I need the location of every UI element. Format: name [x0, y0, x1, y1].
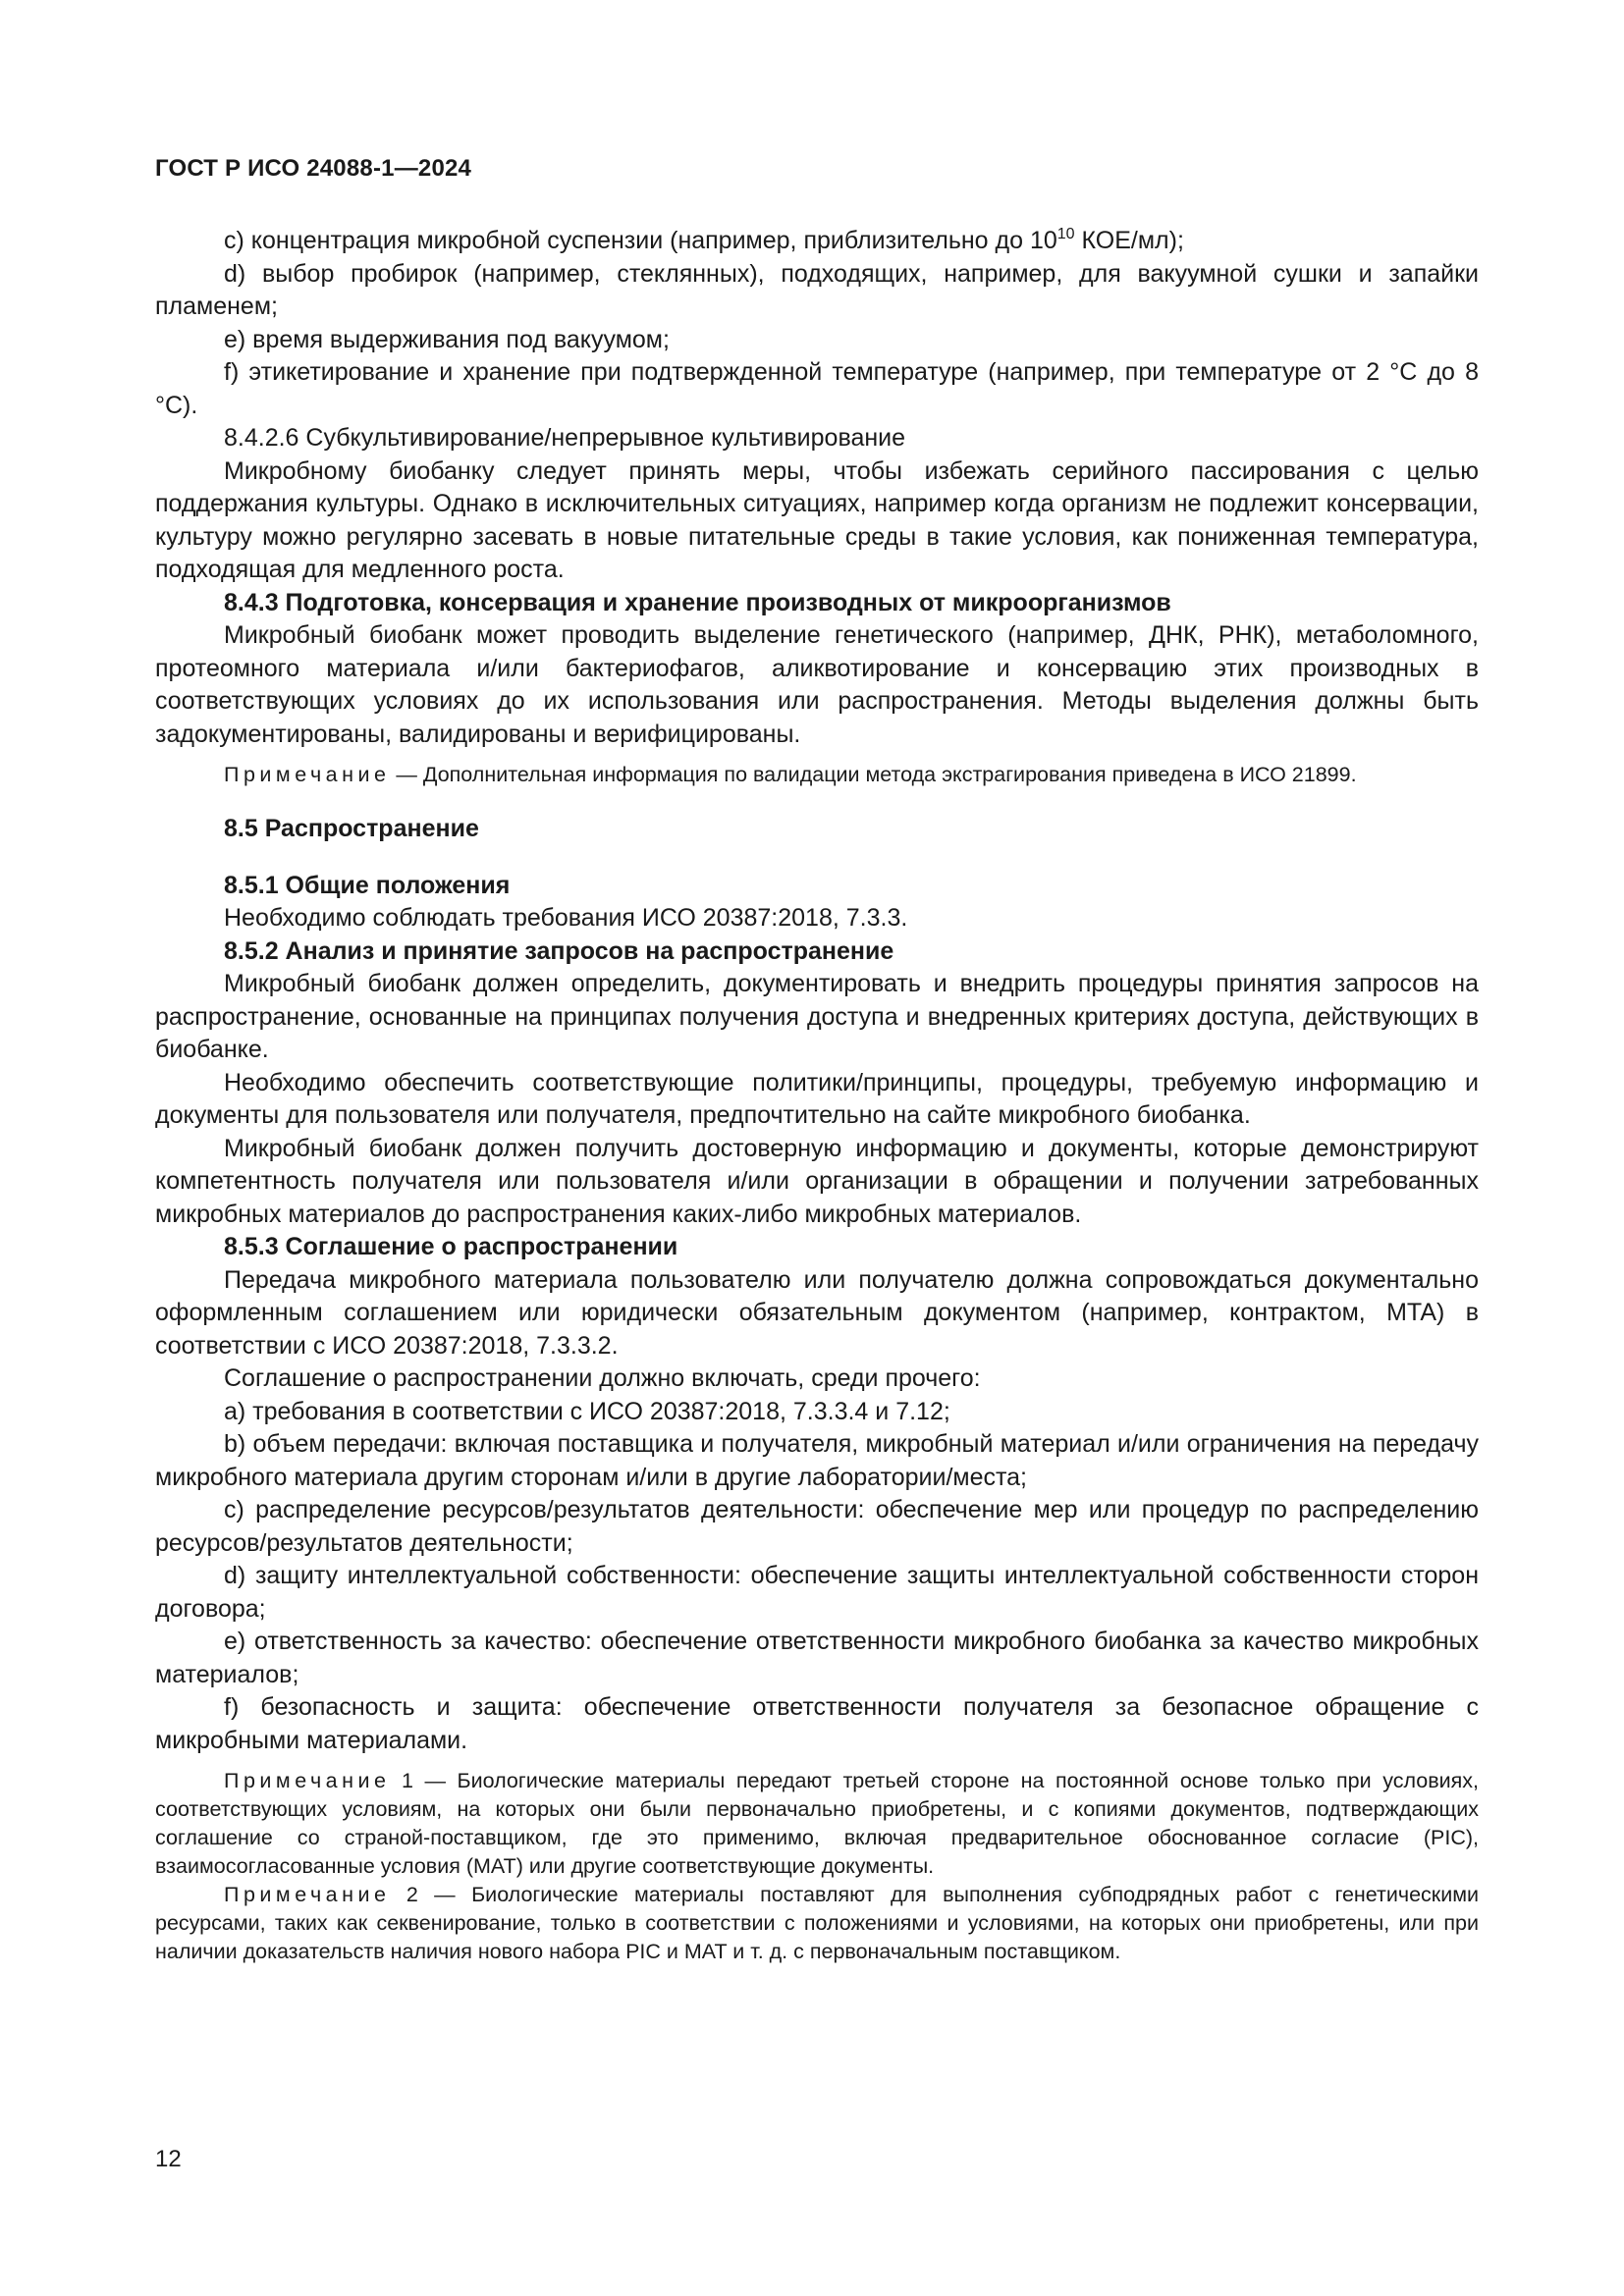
heading-8-4-3: 8.4.3 Подготовка, консервация и хранение производных от микроорганизмов — [224, 588, 1171, 616]
list-item-d-ip: d) защиту интеллектуальной собственности: обеспечение защиты интеллектуальной собственности сторон договора; — [155, 1562, 1479, 1623]
note-2: Примечание 2 — Биологические материалы поставляют для выполнения субподрядных работ с генетическими ресурсами, таких как секвенирование, только в соответствии с положениями и условиями, на которых они приобретены, или при наличии доказательств наличия нового набора PIC и MAT и т. д. с первоначальным поставщиком. — [155, 1883, 1479, 1963]
heading-8-5-2: 8.5.2 Анализ и принятие запросов на распространение — [224, 936, 894, 965]
list-item-d-tubes: d) выбор пробирок (например, стеклянных), подходящих, например, для вакуумной сушки и запайки пламенем; — [155, 259, 1479, 320]
list-item-f-labeling: f) этикетирование и хранение при подтвержденной температуре (например, при температуре от 2 °C до 8 °C). — [155, 358, 1479, 419]
paragraph-requirements: Необходимо соблюдать требования ИСО 20387:2018, 7.3.3. — [224, 904, 908, 932]
note-label: Примечание — [224, 1883, 391, 1906]
document-header: ГОСТ Р ИСО 24088-1—2024 — [155, 155, 472, 182]
list-item-c-concentration: c) концентрация микробной суспензии (например, приблизительно до $10^{10}$ КОЕ/мл); — [224, 226, 1184, 254]
page-number: 12 — [155, 2146, 182, 2172]
paragraph-policies: Необходимо обеспечить соответствующие политики/принципы, процедуры, требуемую информацию и документы для пользователя или получателя, предпочтительно на сайте микробного биобанка. — [155, 1068, 1479, 1129]
list-item-c-resources: c) распределение ресурсов/результатов деятельности: обеспечение мер или процедур по распределению ресурсов/результатов деятельности; — [155, 1496, 1479, 1557]
subsection-8-4-2-6-title: 8.4.2.6 Субкультивирование/непрерывное культивирование — [224, 424, 906, 452]
note-1: Примечание 1 — Биологические материалы передают третьей стороне на постоянной основе только при условиях, соответствующих условиям, на которых они были первоначально приобретены, и с копиями документов, подтверждающих соглашение со страной-поставщиком, где это применимо, включая предварительное обоснованное согласие (PIC), взаимосогласованные условия (MAT) или другие соответствующие документы. — [155, 1769, 1479, 1878]
heading-8-5-1: 8.5.1 Общие положения — [224, 871, 511, 899]
list-item-e-vacuum-time: e) время выдерживания под вакуумом; — [224, 325, 670, 353]
note-label: Примечание — [224, 1769, 391, 1792]
heading-8-5: 8.5 Распространение — [224, 815, 479, 842]
note-label: Примечание — [224, 763, 391, 786]
list-item-f-safety: f) безопасность и защита: обеспечение ответственности получателя за безопасное обращение с микробными материалами. — [155, 1693, 1479, 1754]
list-item-b-scope: b) объем передачи: включая поставщика и получателя, микробный материал и/или ограничения на передачу микробного материала другим сторонам и/или в другие лаборатории/места; — [155, 1430, 1479, 1491]
paragraph-agreement-includes: Соглашение о распространении должно включать, среди прочего: — [224, 1364, 981, 1392]
paragraph-request-procedures: Микробный биобанк должен определить, документировать и внедрить процедуры принятия запросов на распространение, основанные на принципах получения доступа и внедренных критериях доступа, действующих в биобанке. — [155, 970, 1479, 1063]
list-item-a-requirements: a) требования в соответствии с ИСО 20387:2018, 7.3.3.4 и 7.12; — [224, 1397, 950, 1425]
paragraph-competence: Микробный биобанк должен получить достоверную информацию и документы, которые демонстрируют компетентность получателя или пользователя и/или организации в обращении и получении затребованных микробных материалов до распространения каких-либо микробных материалов. — [155, 1134, 1479, 1228]
note-extraction: Примечание — Дополнительная информация по валидации метода экстрагирования приведена в ИСО 21899. — [224, 763, 1357, 786]
heading-8-5-3: 8.5.3 Соглашение о распространении — [224, 1233, 678, 1260]
document-body — [155, 225, 1479, 1966]
list-item-e-quality: e) ответственность за качество: обеспечение ответственности микробного биобанка за качество микробных материалов; — [155, 1628, 1479, 1688]
paragraph-derivatives: Микробный биобанк может проводить выделение генетического (например, ДНК, РНК), метаболомного, протеомного материала и/или бактериофагов, аликвотирование и консервацию этих производных в соответствующих условиях до их использования или распространения. Методы выделения должны быть задокументированы, валидированы и верифицированы. — [155, 621, 1479, 748]
paragraph-transfer: Передача микробного материала пользователю или получателю должна сопровождаться документально оформленным соглашением или юридически обязательным документом (например, контрактом, MTA) в соответствии с ИСО 20387:2018, 7.3.3.2. — [155, 1265, 1479, 1360]
paragraph-subculturing: Микробному биобанку следует принять меры, чтобы избежать серийного пассирования с целью поддержания культуры. Однако в исключительных ситуациях, например когда организм не подлежит консервации, культуру можно регулярно засевать в новые питательные среды в такие условия, как пониженная температура, подходящая для медленного роста. — [155, 456, 1479, 583]
